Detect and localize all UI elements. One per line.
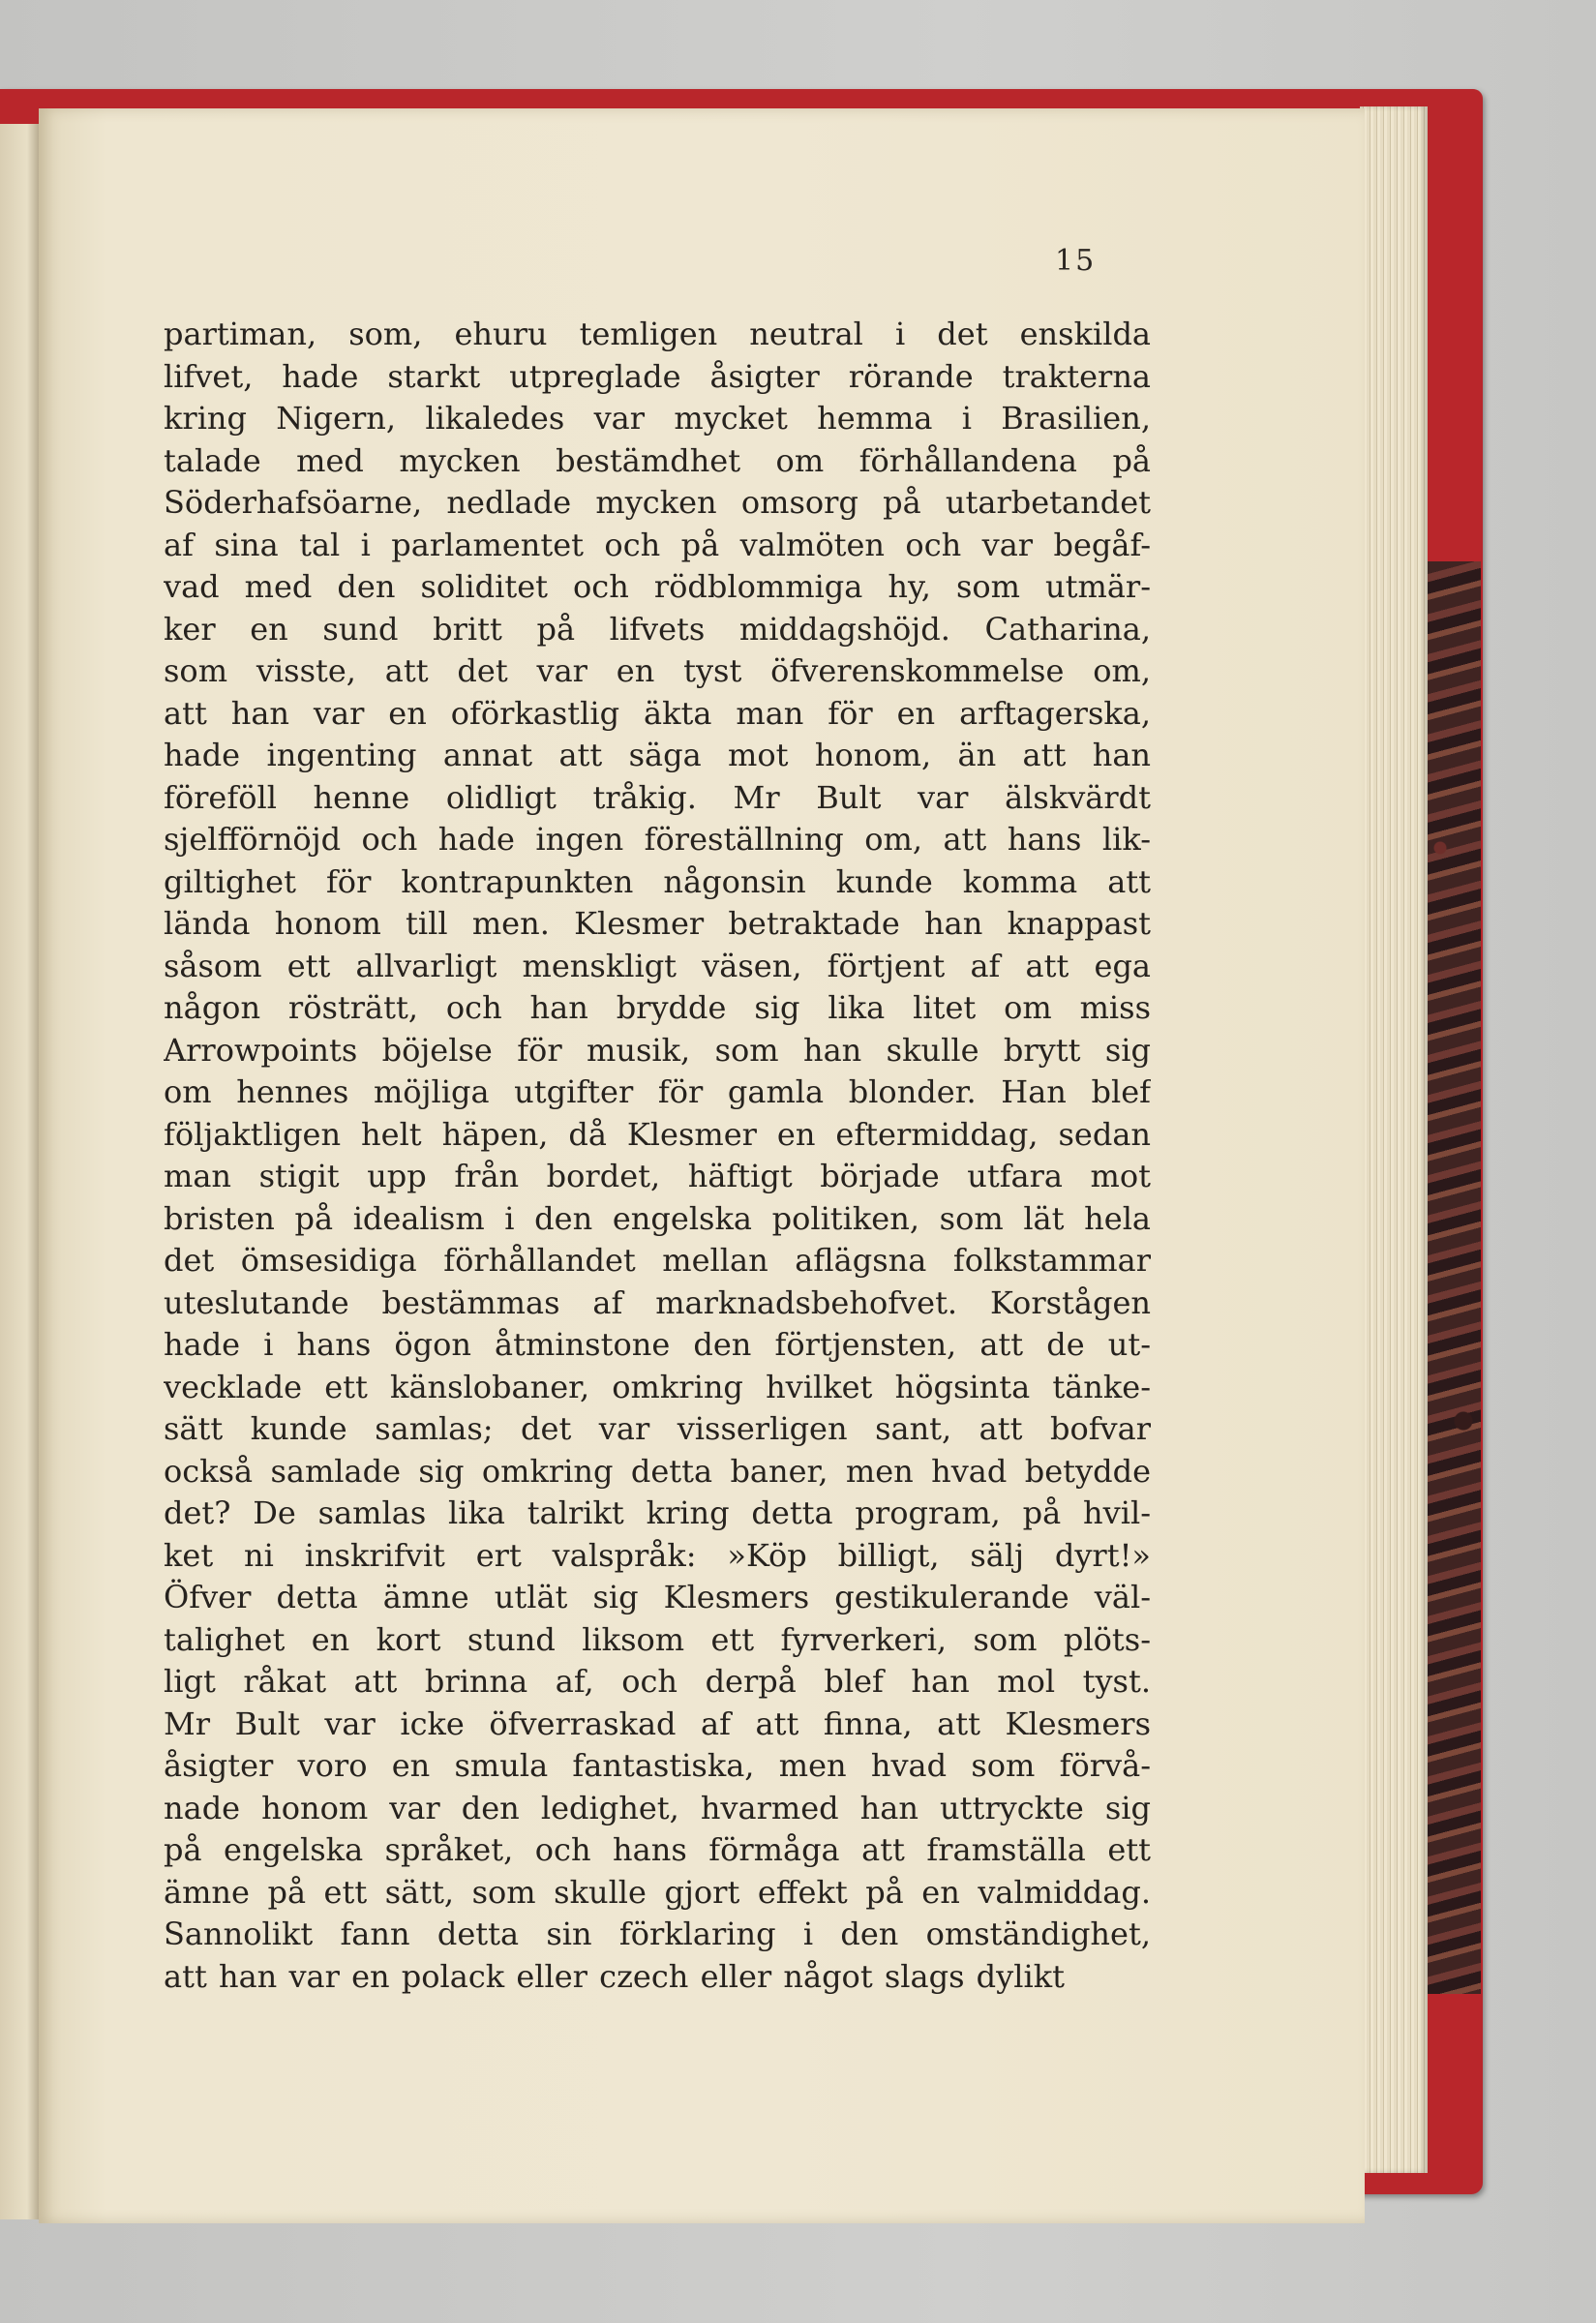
page-text [164, 314, 1151, 1998]
text-line: vad med den soliditet och rödblommiga hy, som utmär- [164, 568, 1151, 605]
text-line: såsom ett allvarligt menskligt väsen, förtjent af att ega [164, 947, 1151, 984]
text-line: Mr Bult var icke öfverraskad af att finna, att Klesmers [164, 1705, 1151, 1742]
text-line: sjelfförnöjd och hade ingen föreställning om, att hans lik- [164, 821, 1151, 858]
text-line: också samlade sig omkring detta baner, men hvad betydde [164, 1452, 1151, 1490]
text-line: på engelska språket, och hans förmåga att framställa ett [164, 1831, 1151, 1868]
text-line: åsigter voro en smula fantastiska, men hvad som förvå- [164, 1747, 1151, 1784]
text-line: lifvet, hade starkt utpreglade åsigter rörande trakterna [164, 357, 1151, 395]
text-line: Sannolikt fann detta sin förklaring i den omständighet, [164, 1916, 1151, 1952]
text-line: ket ni inskrifvit ert valspråk: »Köp billigt, sälj dyrt!» [164, 1536, 1151, 1574]
text-line: ker en sund britt på lifvets middagshöjd. Catharina, [164, 610, 1151, 648]
text-line: ligt råkat att brinna af, och derpå blef han mol tyst. [164, 1663, 1151, 1700]
text-line: om hennes möjliga utgifter för gamla blonder. Han blef [164, 1073, 1151, 1110]
marbled-board [1423, 561, 1481, 1994]
text-line: Arrowpoints böjelse för musik, som han skulle brytt sig [164, 1031, 1151, 1069]
text-line: Öfver detta ämne utlät sig Klesmers gestikulerande väl- [164, 1579, 1151, 1615]
text-line: lända honom till men. Klesmer betraktade han knappast [164, 905, 1151, 942]
text-line: som visste, att det var en tyst öfverenskommelse om, [164, 652, 1151, 689]
page-number: 15 [1055, 244, 1097, 278]
facing-page-edge [0, 124, 39, 2219]
text-line: Söderhafsöarne, nedlade mycken omsorg på utarbetandet [164, 484, 1151, 521]
text-line: att han var en oförkastlig äkta man för en arftagerska, [164, 694, 1151, 732]
text-line: bristen på idealism i den engelska politiken, som lät hela [164, 1199, 1151, 1237]
text-line: hade ingenting annat att säga mot honom, än att han [164, 737, 1151, 773]
text-line: uteslutande bestämmas af marknadsbehofvet. Korstågen [164, 1283, 1151, 1321]
text-line: någon rösträtt, och han brydde sig lika litet om miss [164, 989, 1151, 1026]
text-line: af sina tal i parlamentet och på valmöten och var begåf- [164, 526, 1151, 563]
text-line: föreföll henne olidligt tråkig. Mr Bult var älskvärdt [164, 778, 1151, 816]
text-line: nade honom var den ledighet, hvarmed han uttryckte sig [164, 1789, 1151, 1826]
text-line: man stigit upp från bordet, häftigt började utfara mot [164, 1158, 1151, 1194]
page-edges [1360, 106, 1428, 2173]
text-line: det ömsesidiga förhållandet mellan aflägsna folkstammar [164, 1242, 1151, 1279]
text-line: hade i hans ögon åtminstone den förtjensten, att de ut- [164, 1326, 1151, 1363]
text-line: partiman, som, ehuru temligen neutral i det enskilda [164, 316, 1151, 352]
text-line: ämne på ett sätt, som skulle gjort effekt på en valmiddag. [164, 1873, 1151, 1911]
text-line: vecklade ett känslobaner, omkring hvilket högsinta tänke- [164, 1368, 1151, 1405]
text-line: sätt kunde samlas; det var visserligen sant, att bofvar [164, 1410, 1151, 1447]
text-line: talade med mycken bestämdhet om förhållandena på [164, 441, 1151, 479]
text-line: talighet en kort stund liksom ett fyrverkeri, som plöts- [164, 1620, 1151, 1658]
text-line: att han var en polack eller czech eller något slags dylikt [164, 1957, 1065, 1995]
text-line: giltighet för kontrapunkten någonsin kunde komma att [164, 862, 1151, 900]
text-line: det? De samlas lika talrikt kring detta program, på hvil- [164, 1494, 1151, 1531]
text-line: kring Nigern, likaledes var mycket hemma i Brasilien, [164, 400, 1151, 437]
text-line: följaktligen helt häpen, då Klesmer en eftermiddag, sedan [164, 1115, 1151, 1153]
